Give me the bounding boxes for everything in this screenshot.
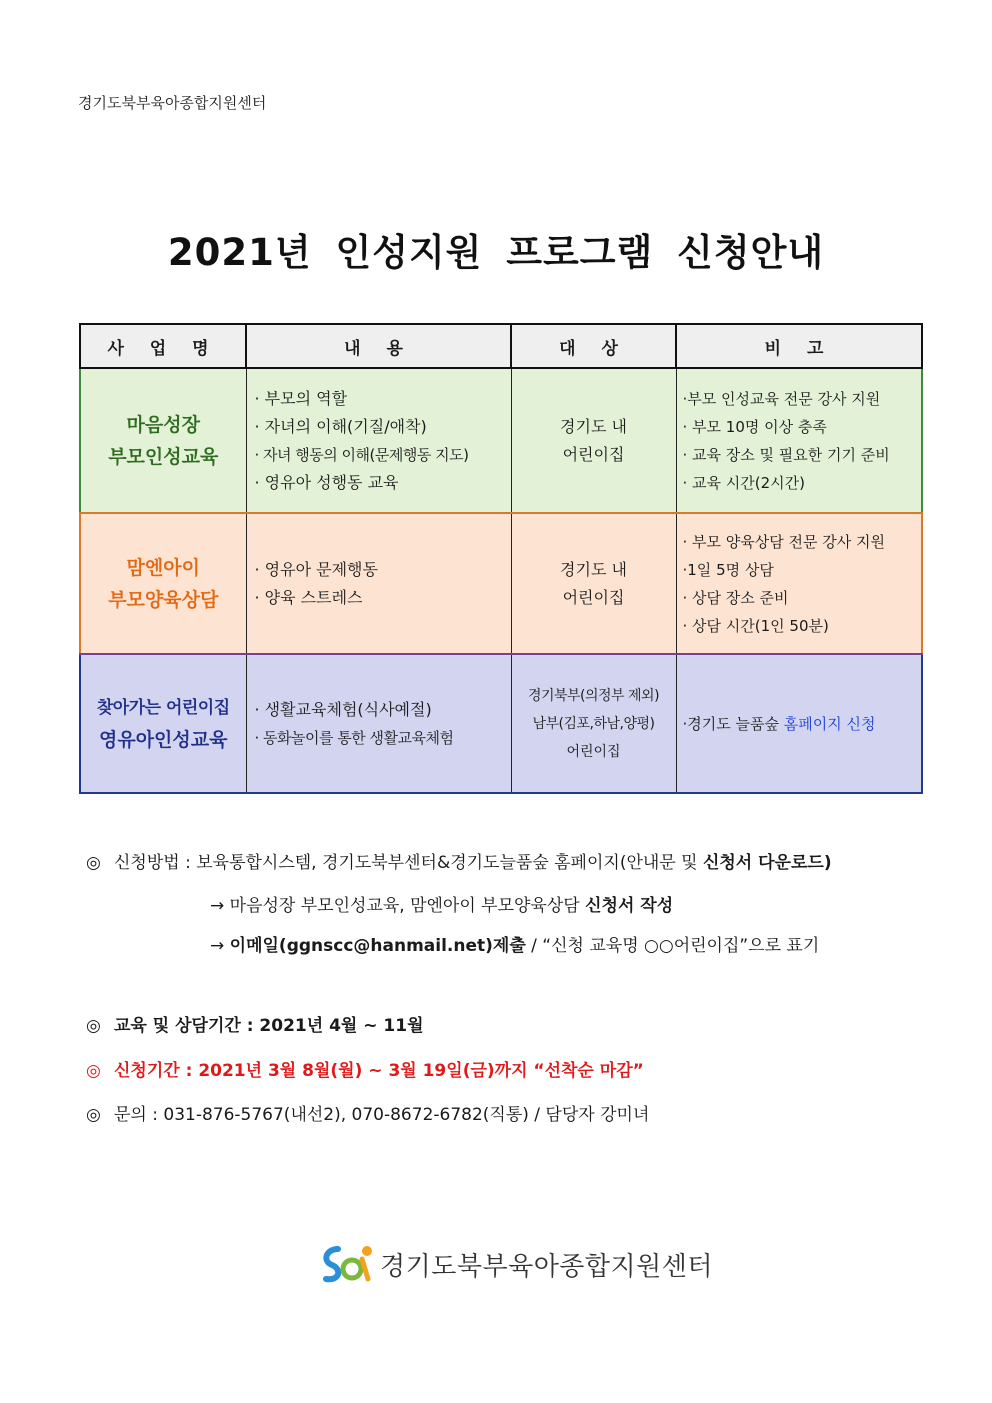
- content-item: · 부모의 역할: [254, 388, 348, 408]
- note-item: ·1일 5명 상담: [682, 560, 774, 579]
- program-name-line: 맘엔아이: [126, 556, 200, 579]
- header-content: 내 용: [246, 324, 511, 368]
- apply-method-bold: 신청서 다운로드): [702, 853, 832, 873]
- program-notes: [676, 513, 922, 654]
- program-contents: [246, 513, 511, 654]
- period-line: [86, 1011, 424, 1036]
- center-logo-icon: [318, 1241, 376, 1287]
- program-name-line: 영유아인성교육: [99, 728, 228, 751]
- table-row: [80, 368, 922, 513]
- target-line: 어린이집: [562, 587, 625, 607]
- double-circle-icon: ◎: [86, 1061, 101, 1081]
- double-circle-icon: ◎: [86, 1105, 101, 1125]
- program-name-line: 찾아가는 어린이집: [96, 697, 230, 718]
- arrow2-rest: / “신청 교육명 ○○어린이집”으로 표기: [525, 936, 820, 956]
- deadline-line: [86, 1056, 644, 1081]
- content-item: · 자녀의 이해(기질/애착): [254, 416, 427, 436]
- table-row: [80, 654, 922, 793]
- target-line: 어린이집: [562, 444, 625, 464]
- target-line: 경기도 내: [560, 559, 627, 579]
- arrow1-text: → 마음성장 부모인성교육, 맘엔아이 부모양육상담: [210, 896, 586, 916]
- page-title: 2021년 인성지원 프로그램 신청안내: [167, 231, 825, 274]
- program-target: [511, 513, 676, 654]
- note-text: ·경기도 늘품숲: [682, 714, 784, 733]
- content-item: · 양육 스트레스: [254, 587, 363, 607]
- note-item: · 부모 양육상담 전문 강사 지원: [682, 532, 885, 551]
- content-item: · 동화놀이를 통한 생활교육체험: [254, 728, 454, 747]
- target-line: 남부(김포,하남,양평): [532, 715, 655, 732]
- program-name-line: 부모인성교육: [108, 445, 219, 468]
- contact-text: 문의 : 031-876-5767(내선2), 070-8672-6782(직통) / 담당자 강미녀: [114, 1105, 650, 1125]
- content-item: · 영유아 성행동 교육: [254, 472, 399, 492]
- program-name: [80, 513, 246, 654]
- deadline-text: 신청기간 : 2021년 3월 8월(월) ~ 3월 19일(금)까지 “선착순 마감”: [114, 1061, 644, 1081]
- period-text: 교육 및 상담기간 : 2021년 4월 ~ 11월: [114, 1016, 424, 1036]
- double-circle-icon: ◎: [86, 1016, 101, 1036]
- homepage-apply-link[interactable]: 홈페이지 신청: [783, 714, 876, 733]
- table-row: [80, 513, 922, 654]
- note-item: · 상담 장소 준비: [682, 588, 789, 607]
- program-notes: [676, 368, 922, 513]
- program-name-line: 부모양육상담: [108, 588, 219, 611]
- note-item: · 부모 10명 이상 충족: [682, 417, 827, 436]
- footer-logo-text: 경기도북부육아종합지원센터: [380, 1251, 714, 1282]
- apply-arrow-line-2: [210, 931, 819, 956]
- note-item: · 교육 시간(2시간): [682, 473, 805, 492]
- header-org-name: 경기도북부육아종합지원센터: [78, 94, 267, 112]
- arrow1-bold: 신청서 작성: [585, 896, 674, 916]
- contact-line: [86, 1100, 649, 1125]
- header-target: 대 상: [511, 324, 676, 368]
- table-header-row: [80, 324, 922, 368]
- note-item: [683, 710, 922, 738]
- content-item: · 자녀 행동의 이해(문제행동 지도): [254, 445, 469, 464]
- note-item: ·부모 인성교육 전문 강사 지원: [682, 389, 881, 408]
- arrow2-prefix: →: [210, 936, 230, 956]
- target-line: 경기도 내: [560, 416, 627, 436]
- apply-arrow-line-1: [210, 891, 673, 916]
- note-item: · 상담 시간(1인 50분): [682, 616, 829, 635]
- content-item: · 영유아 문제행동: [254, 559, 378, 579]
- email-submit-bold: 이메일(ggnscc@hanmail.net)제출: [229, 936, 526, 956]
- program-name-line: 마음성장: [126, 413, 200, 436]
- program-name: [80, 368, 246, 513]
- note-item: · 교육 장소 및 필요한 기기 준비: [682, 445, 890, 464]
- program-target: [511, 368, 676, 513]
- target-line: 경기북부(의정부 제외): [527, 687, 660, 704]
- program-name: [80, 654, 246, 793]
- target-line: 어린이집: [566, 743, 621, 760]
- content-item: · 생활교육체험(식사예절): [254, 699, 432, 719]
- header-program-name: 사 업 명: [80, 324, 246, 368]
- apply-method-text: 신청방법 : 보육통합시스템, 경기도북부센터&경기도늘품숲 홈페이지(안내문 및: [114, 853, 703, 873]
- double-circle-icon: ◎: [86, 853, 101, 873]
- footer-logo: [318, 1240, 713, 1288]
- program-contents: [246, 368, 511, 513]
- header-note: 비 고: [676, 324, 922, 368]
- program-notes: [676, 654, 922, 793]
- program-table: [79, 323, 923, 794]
- program-target: [511, 654, 676, 793]
- apply-method-line: [86, 848, 832, 873]
- program-contents: [246, 654, 511, 793]
